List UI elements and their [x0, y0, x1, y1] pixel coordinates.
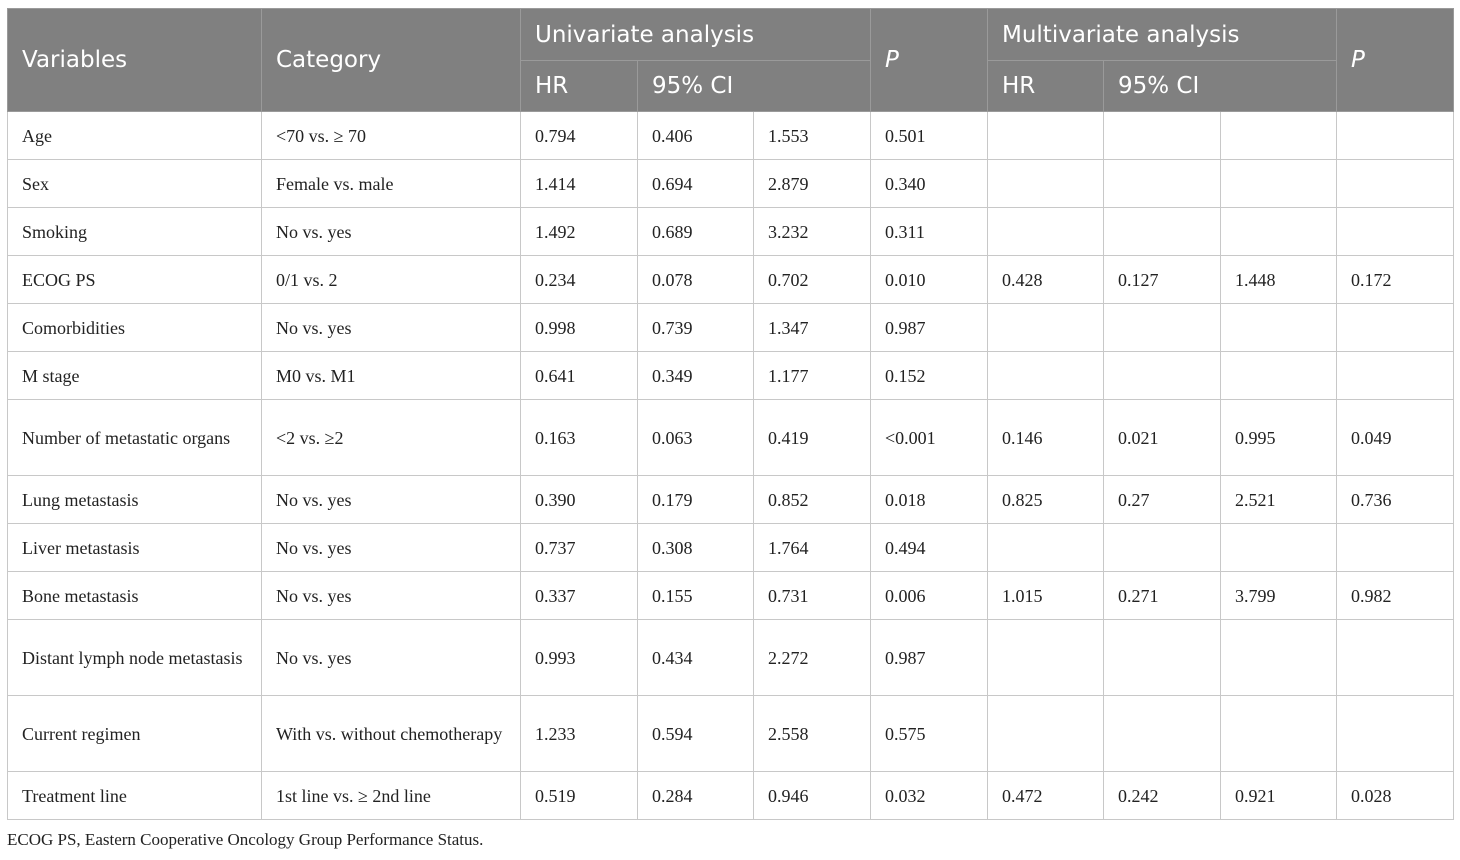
cell-multivariate-ci-lower [1104, 304, 1221, 352]
cell-univariate-p: 0.010 [871, 256, 988, 304]
cell-univariate-ci-upper: 2.879 [754, 160, 871, 208]
cell-multivariate-hr: 0.428 [988, 256, 1104, 304]
cell-multivariate-p [1337, 304, 1454, 352]
table-row [8, 304, 1454, 352]
cell-multivariate-ci-upper [1221, 524, 1337, 572]
header-category: Category [262, 9, 521, 112]
cell-univariate-hr: 0.337 [521, 572, 638, 620]
cell-univariate-ci-lower: 0.694 [638, 160, 754, 208]
cell-univariate-hr: 0.998 [521, 304, 638, 352]
cell-univariate-ci-lower: 0.078 [638, 256, 754, 304]
cell-variable: Sex [8, 160, 262, 208]
cell-univariate-p: 0.575 [871, 696, 988, 772]
header-multivariate: Multivariate analysis [988, 9, 1337, 61]
table-row [8, 772, 1454, 820]
cell-category: <2 vs. ≥2 [262, 400, 521, 476]
cell-variable: Current regimen [8, 696, 262, 772]
cell-multivariate-ci-lower: 0.271 [1104, 572, 1221, 620]
cell-multivariate-ci-lower: 0.27 [1104, 476, 1221, 524]
cell-univariate-p: 0.987 [871, 620, 988, 696]
cell-variable: Number of metastatic organs [8, 400, 262, 476]
header-p-univariate: P [871, 9, 988, 112]
cell-univariate-p: <0.001 [871, 400, 988, 476]
cell-univariate-hr: 0.641 [521, 352, 638, 400]
table-header [8, 9, 1454, 112]
cell-multivariate-p: 0.172 [1337, 256, 1454, 304]
cell-univariate-hr: 0.390 [521, 476, 638, 524]
cell-multivariate-hr [988, 160, 1104, 208]
cell-univariate-p: 0.032 [871, 772, 988, 820]
cell-multivariate-ci-upper [1221, 304, 1337, 352]
cell-univariate-hr: 0.234 [521, 256, 638, 304]
table-row [8, 208, 1454, 256]
table-row [8, 572, 1454, 620]
cell-multivariate-hr: 0.825 [988, 476, 1104, 524]
cell-univariate-hr: 1.492 [521, 208, 638, 256]
cell-multivariate-hr: 0.146 [988, 400, 1104, 476]
cell-category: <70 vs. ≥ 70 [262, 112, 521, 160]
cell-multivariate-ci-lower [1104, 352, 1221, 400]
header-variables: Variables [8, 9, 262, 112]
table-row [8, 696, 1454, 772]
cell-univariate-p: 0.006 [871, 572, 988, 620]
cell-multivariate-hr: 0.472 [988, 772, 1104, 820]
cell-variable: Distant lymph node metastasis [8, 620, 262, 696]
table-row [8, 256, 1454, 304]
cell-univariate-ci-lower: 0.594 [638, 696, 754, 772]
header-ci-univariate: 95% CI [638, 61, 871, 112]
cell-variable: Liver metastasis [8, 524, 262, 572]
cell-univariate-ci-lower: 0.155 [638, 572, 754, 620]
cell-multivariate-ci-upper [1221, 696, 1337, 772]
cell-category: Female vs. male [262, 160, 521, 208]
cell-multivariate-hr: 1.015 [988, 572, 1104, 620]
cell-multivariate-hr [988, 352, 1104, 400]
table-row [8, 476, 1454, 524]
cell-multivariate-ci-upper [1221, 160, 1337, 208]
cell-multivariate-p [1337, 160, 1454, 208]
cell-multivariate-p [1337, 620, 1454, 696]
cell-univariate-ci-lower: 0.406 [638, 112, 754, 160]
cell-multivariate-ci-lower: 0.021 [1104, 400, 1221, 476]
cell-category: No vs. yes [262, 572, 521, 620]
cell-univariate-p: 0.340 [871, 160, 988, 208]
cell-univariate-p: 0.311 [871, 208, 988, 256]
cell-univariate-ci-lower: 0.308 [638, 524, 754, 572]
cell-variable: Treatment line [8, 772, 262, 820]
cell-univariate-ci-lower: 0.434 [638, 620, 754, 696]
cell-univariate-ci-lower: 0.689 [638, 208, 754, 256]
table-row [8, 112, 1454, 160]
cell-multivariate-ci-upper [1221, 112, 1337, 160]
cell-multivariate-ci-upper: 0.921 [1221, 772, 1337, 820]
cell-category: No vs. yes [262, 208, 521, 256]
results-table [7, 8, 1454, 820]
table-footnote: ECOG PS, Eastern Cooperative Oncology Group Performance Status. [7, 830, 484, 849]
cell-univariate-p: 0.152 [871, 352, 988, 400]
cell-category: No vs. yes [262, 304, 521, 352]
cell-category: With vs. without chemotherapy [262, 696, 521, 772]
cell-variable: Age [8, 112, 262, 160]
cell-univariate-p: 0.018 [871, 476, 988, 524]
cell-multivariate-p: 0.736 [1337, 476, 1454, 524]
cell-multivariate-p: 0.049 [1337, 400, 1454, 476]
cell-multivariate-ci-lower: 0.127 [1104, 256, 1221, 304]
cell-category: 0/1 vs. 2 [262, 256, 521, 304]
header-hr-univariate: HR [521, 61, 638, 112]
cell-multivariate-p: 0.982 [1337, 572, 1454, 620]
cell-univariate-hr: 0.519 [521, 772, 638, 820]
cell-multivariate-hr [988, 524, 1104, 572]
cell-multivariate-p [1337, 352, 1454, 400]
header-univariate: Univariate analysis [521, 9, 871, 61]
cell-multivariate-p: 0.028 [1337, 772, 1454, 820]
cell-univariate-hr: 0.163 [521, 400, 638, 476]
cell-univariate-ci-upper: 1.347 [754, 304, 871, 352]
cell-category: No vs. yes [262, 476, 521, 524]
cell-multivariate-ci-upper: 0.995 [1221, 400, 1337, 476]
cell-univariate-ci-lower: 0.179 [638, 476, 754, 524]
cell-univariate-ci-upper: 1.764 [754, 524, 871, 572]
cell-univariate-p: 0.494 [871, 524, 988, 572]
table-row [8, 400, 1454, 476]
cell-multivariate-ci-upper: 3.799 [1221, 572, 1337, 620]
cell-variable: Bone metastasis [8, 572, 262, 620]
table-body [8, 112, 1454, 820]
cell-multivariate-ci-upper: 2.521 [1221, 476, 1337, 524]
cell-univariate-ci-lower: 0.349 [638, 352, 754, 400]
cell-multivariate-hr [988, 112, 1104, 160]
cell-univariate-hr: 1.414 [521, 160, 638, 208]
cell-multivariate-ci-lower [1104, 160, 1221, 208]
cell-multivariate-ci-lower [1104, 112, 1221, 160]
header-hr-multivariate: HR [988, 61, 1104, 112]
cell-category: M0 vs. M1 [262, 352, 521, 400]
cell-univariate-ci-upper: 0.419 [754, 400, 871, 476]
cell-univariate-ci-upper: 1.553 [754, 112, 871, 160]
cell-multivariate-ci-upper: 1.448 [1221, 256, 1337, 304]
cell-multivariate-ci-upper [1221, 208, 1337, 256]
cell-category: No vs. yes [262, 524, 521, 572]
cell-univariate-ci-upper: 0.946 [754, 772, 871, 820]
cell-variable: M stage [8, 352, 262, 400]
cell-variable: Comorbidities [8, 304, 262, 352]
cell-multivariate-ci-lower [1104, 620, 1221, 696]
cell-univariate-ci-upper: 0.702 [754, 256, 871, 304]
cell-univariate-ci-upper: 1.177 [754, 352, 871, 400]
table-row [8, 160, 1454, 208]
cell-multivariate-ci-upper [1221, 352, 1337, 400]
cell-univariate-hr: 0.794 [521, 112, 638, 160]
header-p-multivariate: P [1337, 9, 1454, 112]
cell-category: No vs. yes [262, 620, 521, 696]
cell-multivariate-p [1337, 524, 1454, 572]
cell-univariate-hr: 0.737 [521, 524, 638, 572]
cell-univariate-ci-upper: 0.852 [754, 476, 871, 524]
cell-univariate-ci-lower: 0.284 [638, 772, 754, 820]
cell-univariate-ci-lower: 0.063 [638, 400, 754, 476]
table-row [8, 352, 1454, 400]
cell-category: 1st line vs. ≥ 2nd line [262, 772, 521, 820]
cell-univariate-hr: 0.993 [521, 620, 638, 696]
cell-variable: Lung metastasis [8, 476, 262, 524]
cell-multivariate-ci-lower [1104, 524, 1221, 572]
cell-multivariate-ci-upper [1221, 620, 1337, 696]
cell-univariate-p: 0.987 [871, 304, 988, 352]
cell-multivariate-hr [988, 696, 1104, 772]
cell-multivariate-hr [988, 620, 1104, 696]
cell-multivariate-p [1337, 208, 1454, 256]
cell-multivariate-hr [988, 208, 1104, 256]
header-ci-multivariate: 95% CI [1104, 61, 1337, 112]
cell-multivariate-ci-lower [1104, 208, 1221, 256]
cell-univariate-ci-upper: 2.272 [754, 620, 871, 696]
table-row [8, 620, 1454, 696]
cell-univariate-ci-upper: 0.731 [754, 572, 871, 620]
cell-univariate-hr: 1.233 [521, 696, 638, 772]
cell-univariate-ci-lower: 0.739 [638, 304, 754, 352]
cell-multivariate-p [1337, 696, 1454, 772]
cell-univariate-p: 0.501 [871, 112, 988, 160]
cell-univariate-ci-upper: 3.232 [754, 208, 871, 256]
cell-univariate-ci-upper: 2.558 [754, 696, 871, 772]
cell-multivariate-p [1337, 112, 1454, 160]
cell-variable: ECOG PS [8, 256, 262, 304]
cell-multivariate-hr [988, 304, 1104, 352]
cell-multivariate-ci-lower [1104, 696, 1221, 772]
table-row [8, 524, 1454, 572]
cell-variable: Smoking [8, 208, 262, 256]
cell-multivariate-ci-lower: 0.242 [1104, 772, 1221, 820]
